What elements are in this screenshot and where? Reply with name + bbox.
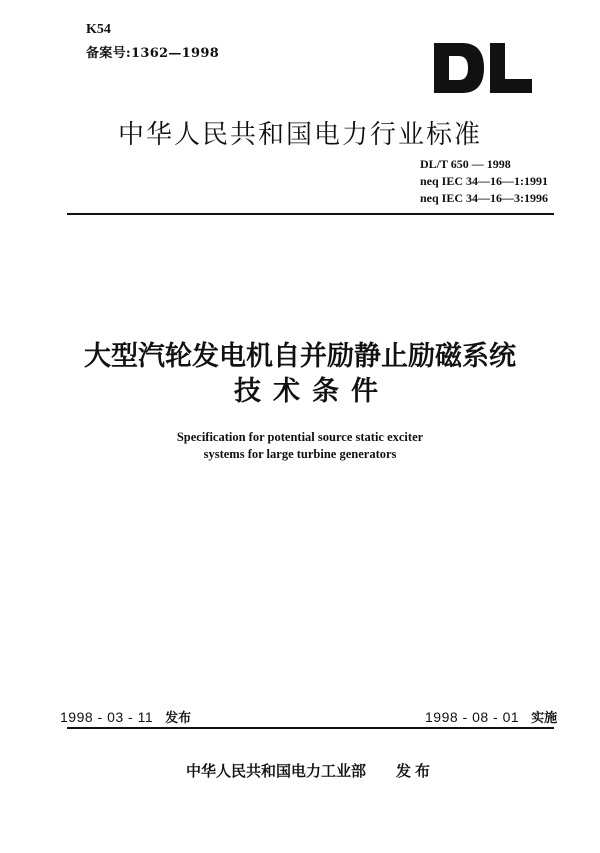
issuing-authority: [186, 760, 434, 781]
issuer-name: 中华人民共和国电力工业部: [186, 762, 367, 780]
iec-equivalent-2: neq IEC 34—16—3:1996: [419, 191, 548, 205]
english-title-line-1: Specification for potential source static exciter: [176, 430, 424, 444]
effective-date: 1998 - 08 - 01: [425, 709, 520, 725]
record-number: 备案号:1362—1998: [86, 46, 220, 61]
dl-logo: [432, 41, 534, 95]
issue-label: 发布: [165, 711, 192, 726]
document-title-line-2: 技术条件: [234, 376, 390, 407]
top-divider: [67, 213, 554, 215]
effective-label: 实施: [531, 711, 558, 726]
issue-date: 1998 - 03 - 11: [60, 709, 154, 725]
effective-date-row: [425, 707, 557, 726]
issue-date-row: [60, 707, 191, 726]
industry-standard-title: 中华人民共和国电力行业标准: [117, 120, 482, 150]
english-title-line-2: systems for large turbine generators: [203, 447, 397, 461]
issuer-action: 发布: [396, 762, 435, 780]
standard-code: DL/T 650 — 1998: [419, 157, 511, 171]
standard-codes: [420, 156, 548, 207]
classification-code: K54: [86, 22, 111, 37]
bottom-divider: [67, 727, 554, 729]
iec-equivalent-1: neq IEC 34—16—1:1991: [419, 174, 548, 188]
document-title-line-1: 大型汽轮发电机自并励静止励磁系统: [84, 341, 516, 372]
